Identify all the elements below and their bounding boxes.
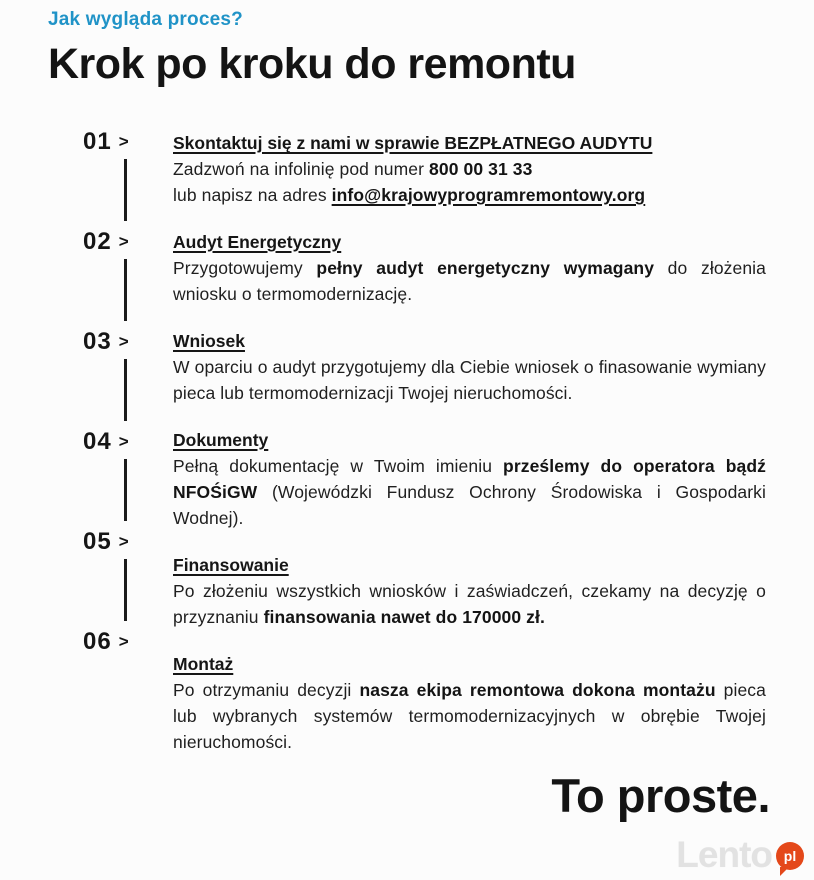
chevron-right-icon: > <box>118 132 129 151</box>
timeline-numbers <box>83 128 153 728</box>
step-title: Wniosek <box>173 331 245 351</box>
text-segment: prześlemy do operatora bądź NFOŚiGW <box>173 456 766 502</box>
step-marker-02 <box>83 228 153 328</box>
chevron-right-icon: > <box>118 332 129 351</box>
step-title: Finansowanie <box>173 555 289 575</box>
timeline-connector <box>124 359 127 421</box>
step-marker-05 <box>83 528 153 628</box>
step-number: 04 <box>83 428 112 455</box>
text-segment: Po otrzymaniu decyzji <box>173 680 360 700</box>
step-title: Audyt Energetyczny <box>173 232 342 252</box>
text-segment: (Wojewódzki Fundusz Ochrony Środowiska i Gospodarki Wodnej). <box>173 482 766 528</box>
step-paragraph <box>173 677 766 755</box>
step-marker-06 <box>83 628 153 728</box>
chevron-right-icon: > <box>118 232 129 251</box>
step-number: 03 <box>83 328 112 355</box>
text-segment: pełny audyt energetyczny wymagany <box>316 258 655 278</box>
step-block-01 <box>173 130 766 208</box>
timeline-connector <box>124 259 127 321</box>
phone-number: 800 00 31 33 <box>429 159 533 179</box>
step-title: Montaż <box>173 654 234 674</box>
step-block-03 <box>173 328 766 406</box>
text-segment: nasza ekipa remontowa dokona montażu <box>359 680 716 700</box>
step-title: Dokumenty <box>173 430 269 450</box>
step-number: 06 <box>83 628 112 655</box>
steps-content <box>173 130 766 776</box>
text-segment: Pełną dokumentację w Twoim imieniu <box>173 456 504 476</box>
step-marker-04 <box>83 428 153 528</box>
lento-watermark <box>676 834 804 876</box>
step-block-06 <box>173 651 766 755</box>
step-number: 01 <box>83 128 112 155</box>
lento-pl-suffix: pl <box>783 848 797 864</box>
step-marker-03 <box>83 328 153 428</box>
email-link[interactable]: info@krajowyprogramremontowy.org <box>331 185 646 205</box>
step-paragraph <box>173 255 766 307</box>
chevron-right-icon: > <box>118 532 129 551</box>
lento-logo-text: Lento <box>676 834 772 875</box>
section-subtitle: Jak wygląda proces? <box>48 9 243 30</box>
step-paragraph <box>173 453 766 531</box>
text-segment: W oparciu o audyt przygotujemy dla Ciebie wniosek o finasowanie wymiany pieca lub termomodernizacji Twojej nieruchomości. <box>173 357 766 403</box>
step-paragraph <box>173 578 766 630</box>
text-segment: finansowania nawet do 170000 zł. <box>263 607 545 627</box>
tagline: To proste. <box>551 769 770 822</box>
step-title: Skontaktuj się z nami w sprawie BEZPŁATNEGO AUDYTU <box>173 133 653 153</box>
step-marker-01 <box>83 128 153 228</box>
text-segment: Zadzwoń na infolinię pod numer <box>173 159 430 179</box>
chevron-right-icon: > <box>118 432 129 451</box>
page-title: Krok po kroku do remontu <box>48 40 576 88</box>
step-block-04 <box>173 427 766 531</box>
step-block-05 <box>173 552 766 630</box>
text-segment: lub napisz na adres <box>173 185 332 205</box>
step-paragraph <box>173 182 766 208</box>
text-segment: do złożenia wniosku o termomodernizację. <box>173 258 766 304</box>
timeline-connector <box>124 459 127 521</box>
step-paragraph <box>173 156 766 182</box>
bubble-tail-icon <box>780 867 789 876</box>
step-paragraph <box>173 354 766 406</box>
timeline-connector <box>124 159 127 221</box>
lento-pl-bubble-icon <box>776 842 804 870</box>
timeline-connector <box>124 559 127 621</box>
text-segment: Przygotowujemy <box>173 258 317 278</box>
header <box>48 9 576 89</box>
step-number: 05 <box>83 528 112 555</box>
step-number: 02 <box>83 228 112 255</box>
step-block-02 <box>173 229 766 307</box>
text-segment: pieca lub wybranych systemów termomodernizacyjnych w obrębie Twojej nieruchomości. <box>173 680 766 752</box>
text-segment: Po złożeniu wszystkich wniosków i zaświadczeń, czekamy na decyzję o przyznaniu <box>173 581 766 627</box>
chevron-right-icon: > <box>118 632 129 651</box>
